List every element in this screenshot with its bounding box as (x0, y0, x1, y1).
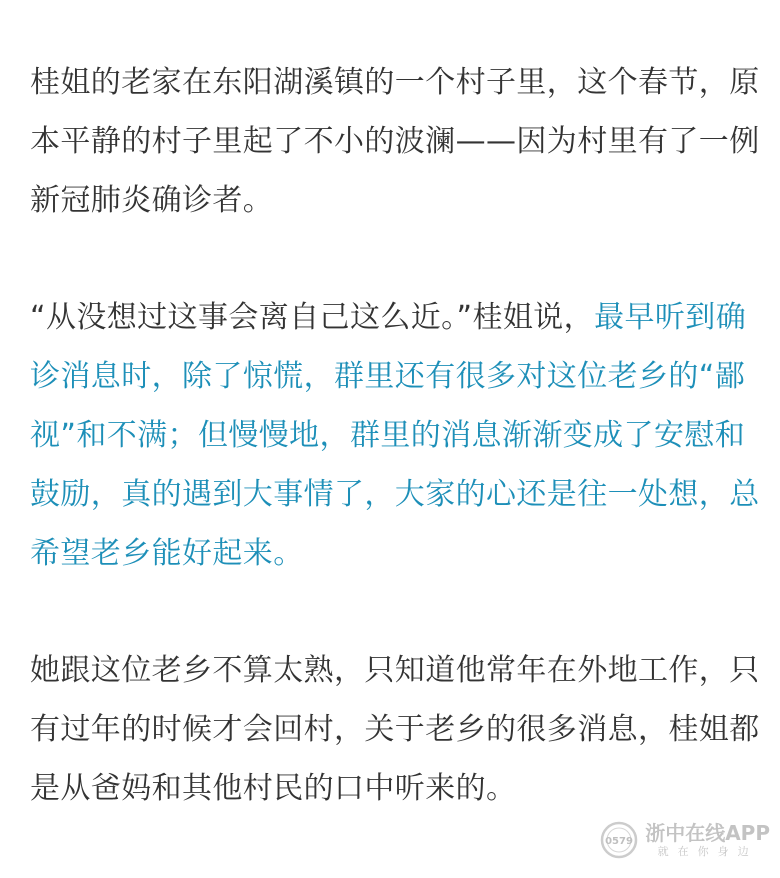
watermark-title: 浙中在线APP (645, 821, 770, 845)
watermark (599, 820, 770, 860)
paragraph-2-highlight: 最早听到确诊消息时，除了惊慌，群里还有很多对这位老乡的“鄙视”和不满；但慢慢地，群里的消息渐渐变成了安慰和鼓励，真的遇到大事情了，大家的心还是往一处想，总希望老乡能好起来。 (30, 300, 760, 571)
paragraph-2-lead: “从没想过这事会离自己这么近。”桂姐说， (30, 300, 595, 335)
paragraph-1 (30, 53, 760, 230)
paragraph-1-text: 桂姐的老家在东阳湖溪镇的一个村子里，这个春节，原本平静的村子里起了不小的波澜——因为村里有了一例新冠肺炎确诊者。 (30, 65, 760, 218)
paragraph-3-text: 她跟这位老乡不算太熟，只知道他常年在外地工作，只有过年的时候才会回村，关于老乡的很多消息，桂姐都是从爸妈和其他村民的口中听来的。 (30, 653, 760, 806)
paragraph-3 (30, 641, 760, 818)
watermark-logo-text: 0579 (605, 836, 634, 847)
watermark-logo-icon (599, 820, 639, 860)
article-body (30, 53, 760, 818)
watermark-subtitle: 就在你身边 (657, 845, 758, 858)
paragraph-2 (30, 288, 760, 583)
watermark-text (645, 821, 770, 859)
